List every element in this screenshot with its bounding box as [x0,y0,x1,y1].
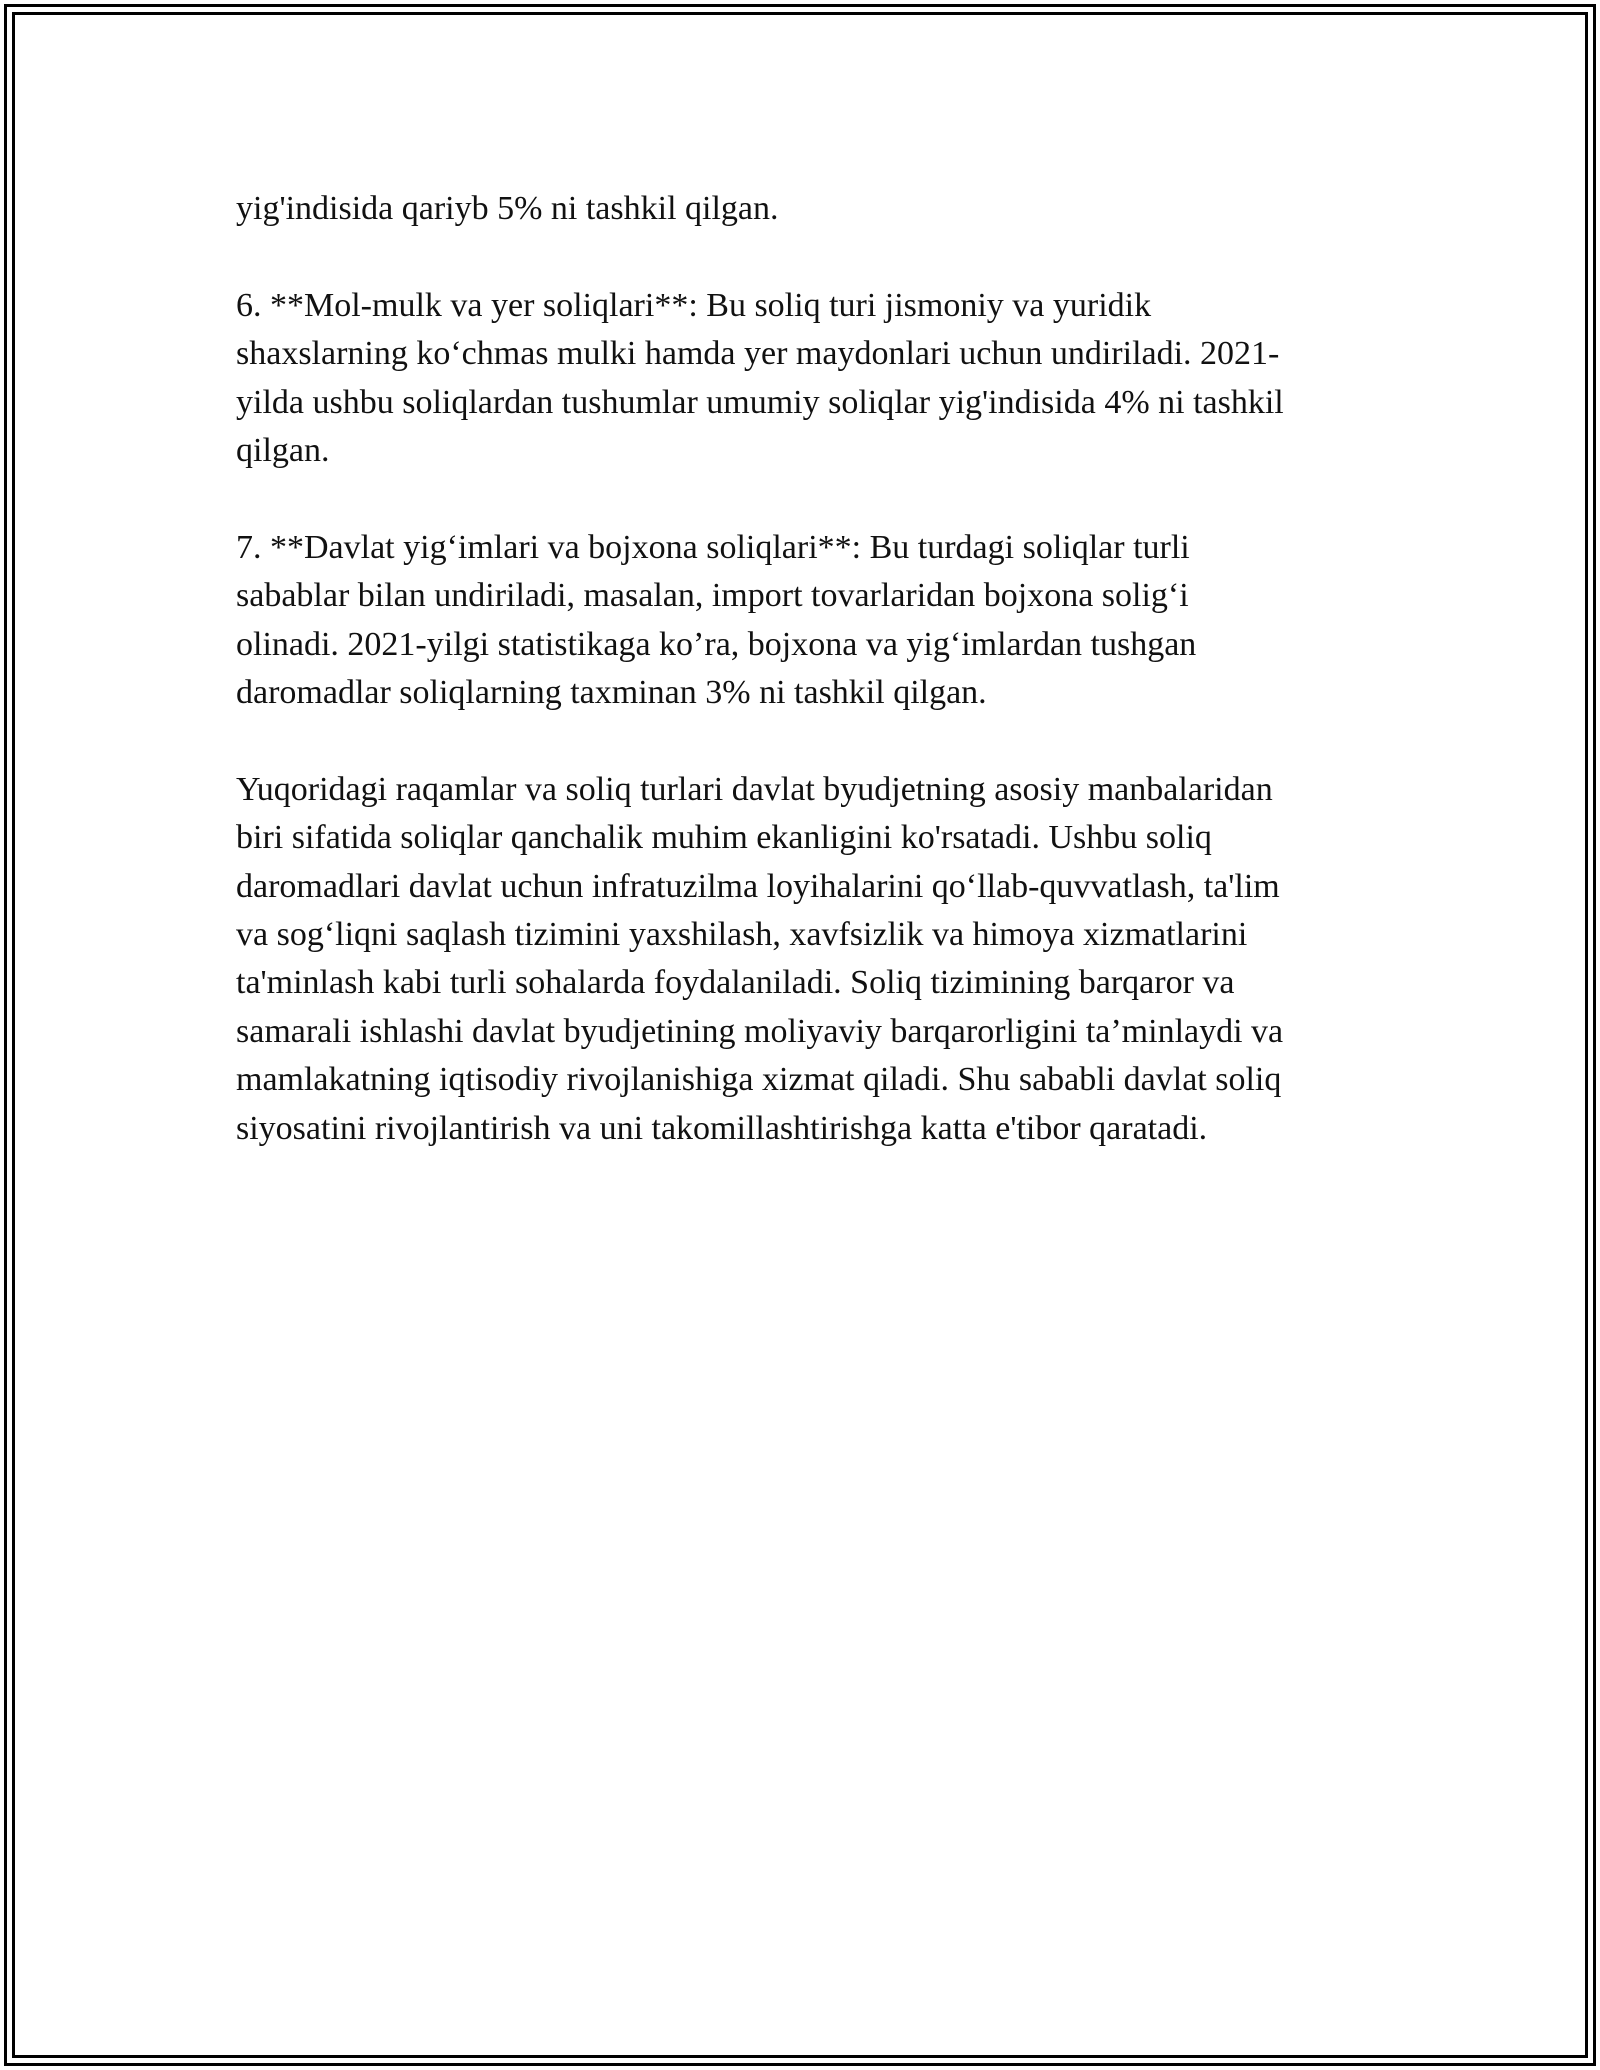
document-body [236,185,1376,1201]
paragraph-conclusion: Yuqoridagi raqamlar va soliq turlari davlat byudjetning asosiy manbalaridan biri sifatida soliqlar qanchalik muhim ekanligini ko'rsatadi. Ushbu soliq daromadlari davlat uchun infratuzilma loyihalarini qo‘llab-quvvatlash, ta'lim va sog‘liqni saqlash tizimini yaxshilash, xavfsizlik va himoya xizmatlarini ta'minlash kabi turli sohalarda foydalaniladi. Soliq tizimining barqaror va samarali ishlashi davlat byudjetining moliyaviy barqarorligini ta’minlaydi va mamlakatning iqtisodiy rivojlanishiga xizmat qiladi. Shu sababli davlat soliq siyosatini rivojlantirish va uni takomillashtirishga katta e'tibor qaratadi. [236,770,1284,1147]
paragraph-state-fees-customs: 7. **Davlat yig‘imlari va bojxona soliqlari**: Bu turdagi soliqlar turli sabablar bilan undiriladi, masalan, import tovarlaridan bojxona solig‘i olinadi. 2021-yilgi statistikaga ko’ra, bojxona va yig‘imlardan tushgan daromadlar soliqlarning taxminan 3% ni tashkil qilgan. [236,528,1197,712]
paragraph-property-land-taxes: 6. **Mol-mulk va yer soliqlari**: Bu soliq turi jismoniy va yuridik shaxslarning ko‘chmas mulki hamda yer maydonlari uchun undiriladi. 2021- yilda ushbu soliqlardan tushumlar umumiy soliqlar yig'indisida 4% ni tashkil qilgan. [236,286,1284,470]
paragraph-continuation: yig'indisida qariyb 5% ni tashkil qilgan. [236,190,779,227]
